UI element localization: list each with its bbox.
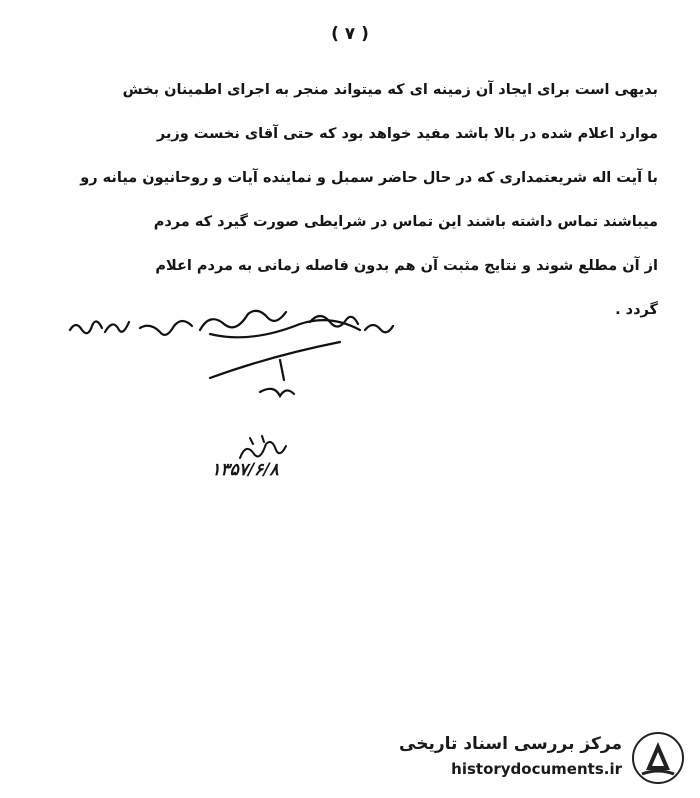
body-line: از آن مطلع شوند و نتایج مثبت آن هم بدون فاصله زمانی به مردم اعلام [155,258,658,274]
document-date: ۱۳۵۷/۶/۸ [211,460,279,480]
archive-footer [396,730,686,786]
body-line: موارد اعلام شده در بالا باشد مفید خواهد بود که حتی آقای نخست وزیر [156,126,658,142]
body-line: میباشند تماس داشته باشند این تماس در شرایطی صورت گیرد که مردم [153,214,658,230]
page-number: ( ۷ ) [331,24,369,44]
letter-body [52,70,658,334]
body-line: بدیهی است برای ایجاد آن زمینه ای که میتواند منجر به اجرای اطمینان بخش [122,82,658,98]
handwritten-signature [60,300,420,410]
date-stamp [190,430,310,490]
archive-logo-icon [630,730,686,786]
archive-title: مرکز بررسی اسناد تاریخی [399,734,622,754]
body-line: گردد . [615,302,658,318]
archive-url[interactable]: historydocuments.ir [451,760,622,778]
signature-icon [60,300,420,410]
body-line: با آیت اله شریعتمداری که در حال حاضر سمبل و نماینده آیات و روحانیون میانه رو [80,170,658,186]
